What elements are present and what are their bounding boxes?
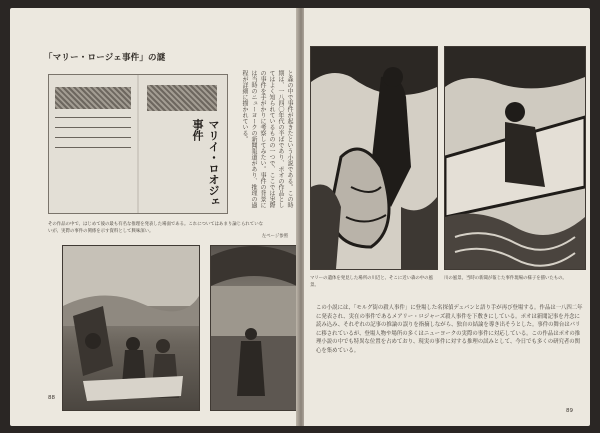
spread-engraving-1 <box>55 87 131 109</box>
woodcut-illustration-couple <box>310 46 438 270</box>
woodcut-couple-art <box>311 47 437 269</box>
woodcut-illustration-river <box>444 46 586 270</box>
bridge-scene-illustration <box>211 246 297 410</box>
left-caption-ref: 左ページ参照 <box>261 234 288 239</box>
divider <box>55 137 131 138</box>
left-caption: その作品の中で、はじめて彼の最も有名な推理を発表した場面である。これについてはあまり論じられていないが、実際の事件の関係を示す資料として興味深い。 <box>48 222 263 234</box>
spread-engraving-2 <box>147 85 217 111</box>
right-body-text: この小説には、「モルグ街の殺人事件」に登場した名探偵デュパンと語り手が再び登場する。作品は一八四二年に発表され、実在の事件であるメアリー・ロジャーズ殺人事件を下敷きにしている。ポオは新聞記事を丹念に読み込み、それぞれの記事の推論の誤りを指摘しながら、独自の結論を導き出そうとした。事件の舞台はパリに移されているが、登場人物や場所の多くはニューヨークの実際の事件に対応している。この作品はポオの推理小説の中でも特異な位置を占めており、現実の事件に対する推理の試みとして、今日でも多くの研究者の関心を集めている。 <box>316 305 583 354</box>
page-number-left: 88 <box>48 395 55 401</box>
spread-vertical-heading: マリイ・ロオジェ事件 <box>191 119 220 207</box>
left-body-text: と森の中で事件が起きたという小説である。この時期は、一八四〇年代の半ばであり、ポオの作品としてはよく知られているものの一つで、ここでは実際の事件を手がかりに考察してみたい。事件の背景には当時のニューヨークの新聞報道があり、推理の過程が詳細に描かれている。 <box>241 70 293 208</box>
right-caption-left: マリーの遺体を発見した場所の川辺と、そこに近い森の中の風景。 <box>310 276 433 288</box>
boat-scene-illustration <box>63 246 199 410</box>
bridge-scene-photo <box>210 245 298 411</box>
woodcut-river-art <box>445 47 585 269</box>
page-title: 「マリー・ロージェ事件」の謎 <box>44 53 166 63</box>
right-page <box>304 8 590 426</box>
divider <box>55 147 131 148</box>
page-number-right: 89 <box>566 408 573 414</box>
right-caption-right: 川の風景。当時の新聞が報じた事件現場の様子を描いたもの。 <box>444 276 567 281</box>
spread-right-half <box>139 75 227 213</box>
boat-scene-photo <box>62 245 200 411</box>
left-page <box>10 8 298 426</box>
divider <box>55 117 131 118</box>
spread-left-half <box>49 75 137 213</box>
magazine-spread-image <box>48 74 228 214</box>
divider <box>55 127 131 128</box>
